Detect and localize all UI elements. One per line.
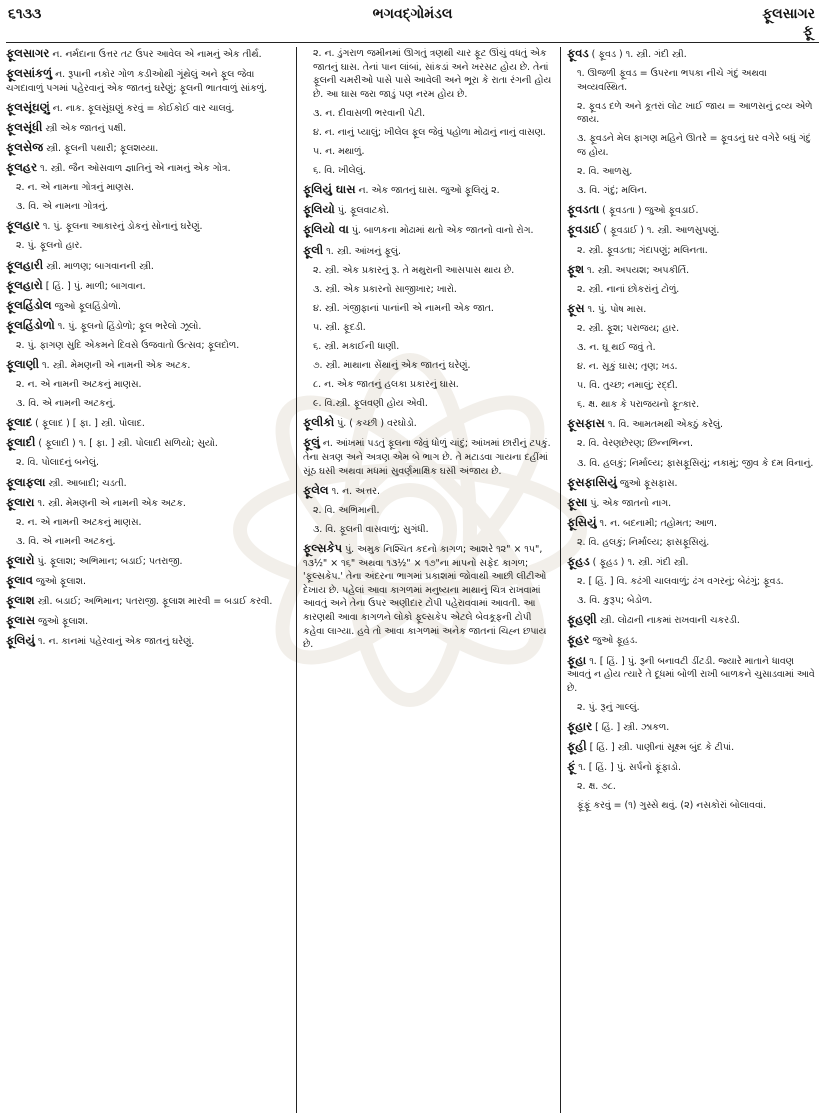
entry-sense: ૨. ન. એ નામની અટકનું માણસ. <box>16 516 142 528</box>
entry-definition: સ્ત્રી. ફૂલની પથારી; ફૂલશય્યા. <box>43 142 159 154</box>
entry-definition: ૧. સ્ત્રી. અપયશ; અપકીર્તિ. <box>584 264 690 276</box>
entry-headword: ફૂલસાગર <box>6 47 50 60</box>
entry-definition: પું. એક જાતનો નાગ. <box>587 497 672 509</box>
dictionary-entry <box>303 203 554 218</box>
entry-definition: ૧. ન. અત્તર. <box>328 485 380 497</box>
entry-headword: ફૂલાફલા <box>6 474 46 489</box>
dictionary-entry <box>303 244 554 259</box>
entry-headword: ફૂહણી <box>567 612 597 627</box>
dictionary-entry <box>567 417 819 432</box>
entry-sense: ૩. વિ. એ નામની અટકનું. <box>16 535 116 547</box>
dictionary-entry <box>6 141 290 156</box>
entry-sense: ૨. ક્ષ. ૭૮. <box>577 781 616 793</box>
entry-sense: ૨. [ હિં. ] વિ. કઢંગી ચાલવાળું; ઢંગ વગરનું; બેઢંગું; ફૂવડ. <box>577 576 784 588</box>
entry-headword: ફૂલાશ <box>6 593 35 608</box>
entry-sense: ૯. વિ.સ્ત્રી. ફૂલવણી હોય એવી. <box>313 398 428 410</box>
entry-definition: [ હિં. ] સ્ત્રી. પાણીનાં સૂક્ષ્મ બુંદ કે ટીપાં. <box>586 741 735 753</box>
entry-definition: સ્ત્રી. બડાઈ; અભિમાન; પતરાજી. ફૂલાશ મારવી = બડાઈ કરવી. <box>34 596 273 608</box>
entry-sense: ૩. વિ. હલકું; નિર્માલ્ય; ફાસફૂસિયું; નકામું; જીવ કે દમ વિનાનું. <box>577 457 814 469</box>
entry-definition: ( ફૂવડતા ) જુઓ ફૂવડાઈ. <box>599 205 699 217</box>
entry-definition: ( ફૂહડ ) ૧. સ્ત્રી. ગંદી સ્ત્રી. <box>589 557 689 569</box>
entry-definition: ન. નાક. ફૂલસૂંઘણું કરવું = કોઈકોઈ વાર ચાલવું. <box>49 102 235 114</box>
dictionary-entry <box>6 554 290 569</box>
entry-headword: ફૂલહારી <box>6 257 44 272</box>
dictionary-entry <box>567 302 819 317</box>
entry-headword: ફૂહી <box>567 738 587 753</box>
entry-sense: ૨. વિ. આળસુ. <box>577 166 633 178</box>
entry-definition: પું. ફૂલાશ; અભિમાન; બડાઈ; પતરાજી. <box>34 555 183 567</box>
dictionary-entry <box>303 436 554 478</box>
entry-headword: ફૂલહાર <box>6 218 40 233</box>
page-title: ભગવદ્ગોમંડલ <box>372 6 453 22</box>
page-header <box>6 4 819 43</box>
dictionary-entry <box>6 299 290 314</box>
dictionary-entry <box>567 203 819 218</box>
entry-definition: સ્ત્રી. લોઢાની નાકમાં રાખવાની ચકરડી. <box>596 615 740 627</box>
entry-sense: ૨. સ્ત્રી. ફૂશ; પરાજય; હાર. <box>577 322 680 334</box>
column-3 <box>561 47 819 1113</box>
entry-definition: ન. રૂપાની નકોર ગોળ કડીઓથી ગૂંથેલું અને ફૂલ જેવા ચગદાવાળું પગમાં પહેરવાનું એક જાતનું ઘરેણું; ફૂલની ભાતવાળું સાંકળું. <box>6 69 268 94</box>
entry-sense: ૨. વિ. અભિમાની. <box>313 504 380 516</box>
entry-headword: ફૂલાવ <box>6 573 33 588</box>
entry-definition: ૧. પું. ફૂલના આકારનું ડોકનું સોનાનું ઘરેણું. <box>39 221 203 233</box>
column-2 <box>296 47 561 1113</box>
entry-sense: ૩. વિ. એ નામની અટકનું. <box>16 398 116 410</box>
dictionary-entry <box>567 476 819 491</box>
entry-sense: ૩. વિ. એ નામના ગોત્રનું. <box>16 201 109 213</box>
dictionary-entry <box>6 101 290 116</box>
dictionary-entry <box>567 654 819 696</box>
entry-sense: ૫. સ્ત્રી. ફૂદડી. <box>313 321 366 333</box>
entry-sense: ૪. ન. સૂકું ઘાસ; તૃણ; ખડ. <box>577 361 678 373</box>
entry-headword: ફૂલસેજ <box>6 139 44 154</box>
entry-headword: ફૂલ્સકેપ <box>303 541 343 556</box>
page-number: ૬૧૩૩ <box>8 6 42 22</box>
entry-headword: ફૂલું <box>303 435 320 450</box>
dictionary-entry <box>567 555 819 570</box>
entry-headword: ફૂલાસ <box>6 613 36 628</box>
entry-sense: ૬. ક્ષ. થાક કે પરાજયનો ફૂત્કાર. <box>577 399 700 411</box>
entry-sense: ફૂંફૂં કરવું = (૧) ગુસ્સે થવું. (૨) નસકોરાં બોલાવવાં. <box>577 800 767 812</box>
dictionary-entry <box>567 223 819 238</box>
dictionary-entry <box>6 121 290 136</box>
entry-headword: ફૂલિયો <box>303 202 335 217</box>
dictionary-entry <box>567 740 819 755</box>
entry-definition: પું. ( કચ્છી ) વરઘોડો. <box>334 418 417 430</box>
dictionary-entry <box>567 263 819 278</box>
dictionary-entry <box>567 633 819 648</box>
entry-definition: ૧. ન. બદનામી; તહોમત; આળ. <box>596 517 717 529</box>
entry-definition: ન. આંખમાં પડતું ફૂલના જેવું ધોળું ચાંદું; આંખમાં છારીનું ટપકું. તેના સત્રણ અને અત્રણ એમ બે ભાગ છે. તે મટાડવા ગાયના દહીંમાં સૂંઠ ઘસી અથવા મધમાં સુવર્ણમાક્ષિક ઘસી અંજાય છે. <box>303 438 551 477</box>
entry-sense: ૩. ન. દીવાસળી ભરવાની પેટી. <box>313 107 426 119</box>
dictionary-entry <box>6 476 290 491</box>
entry-definition: પું. બાળકના મોઢામાં થતો એક જાતનો વાનો રોગ. <box>348 225 534 237</box>
entry-definition: ૧. વિ. આમતમથી એકઠું કરેલું. <box>604 419 724 431</box>
entry-headword: ફૂહર <box>567 632 590 647</box>
entry-definition: ૧. સ્ત્રી. મેમણની એ નામની એક અટક. <box>34 497 186 509</box>
entry-definition: સ્ત્રી એક જાતનું પક્ષી. <box>42 122 127 134</box>
guide-word: ફૂલસાગર <box>762 6 815 22</box>
entry-sense: ૨. પું. ફૂલનો હાર. <box>16 240 83 252</box>
entry-headword: ફૂવડાઈ <box>567 222 601 237</box>
column-1 <box>6 47 296 1113</box>
entry-sense: ૩. ફૂવડને મેલ ફાગણ મહિને ઊતરે = ફૂવડનું ઘર વગેરે બધું ગંદું જ હોય. <box>577 133 811 159</box>
entry-sense: ૨. પું. ફાગણ સુદિ એકમને દિવસે ઉજવાતો ઉત્સવ; ફૂલદોળ. <box>16 339 240 351</box>
entry-sense: ૨. ફૂવડ દળે અને કૂતરાં લોટ ખાઈ જાય = આળસનું દ્રવ્ય એળે જાય. <box>577 100 813 126</box>
dictionary-entry <box>567 720 819 735</box>
entry-sense: ૬. સ્ત્રી. મકાઈની ધાણી. <box>313 341 400 352</box>
entry-headword: ફૂલસૂંધી <box>6 119 43 134</box>
entry-headword: ફૂલી <box>303 242 324 257</box>
entry-definition: ૧. સ્ત્રી. આંખનું ફૂલું. <box>323 245 401 257</box>
entry-headword: ફૂલિયું <box>6 633 35 648</box>
entry-sense: ૨. સ્ત્રી. ફૂવડતા; ગંદાપણું; મલિનતા. <box>577 244 708 256</box>
entry-sense: ૨. ન. ડુંગરાળ જમીનમાં ઊગતું ત્રણથી ચાર ફૂટ ઊંચું વધતું એક જાતનું ઘાસ. તેનાં પાન લાંબાં, સાંકડાં અને ખરસટ હોય છે. તેનાં ફૂલની ચમરીઓ પાસે પાસે આવેલી અને ભૂરા કે રાતા રંગની હોય છે. આ ઘાસ જરા જાડું પણ નરમ હોય છે. <box>313 48 552 100</box>
dictionary-entry <box>6 614 290 629</box>
entry-definition: [ હિં. ] પું. માળી; બાગવાન. <box>42 280 146 292</box>
entry-definition: જુઓ ફૂસફાસ. <box>616 477 678 489</box>
entry-definition: ૧. [ હિં. ] પું. રૂની બનાવટી ડીંટડી. જ્યારે માતાને ધાવણ આવતું ન હોય ત્યારે તે દૂધમાં બોળી રાખી બાળકને ચુસાડવામાં આવે છે. <box>567 655 815 694</box>
entry-sense: ૨. વિ. પોલાદનું બનેલું. <box>16 457 99 469</box>
entry-headword: ફૂલિયું ઘાસ <box>303 182 356 197</box>
dictionary-entry <box>6 47 290 62</box>
entry-headword: ફૂહડ <box>567 554 590 569</box>
entry-sense: ૬. વિ. ખીલેલું. <box>313 165 366 177</box>
entry-headword: ફૂલાદ <box>6 415 33 430</box>
entry-definition: જુઓ ફૂલાશ. <box>35 616 89 628</box>
dictionary-entry <box>567 516 819 531</box>
entry-sense: ૫. વિ. તુચ્છ; નમાલું; રદ્દી. <box>577 380 678 392</box>
dictionary-entry <box>6 574 290 589</box>
entry-sense: ૩. વિ. કુરૂપ; બેડોળ. <box>577 595 653 607</box>
dictionary-entry <box>6 358 290 373</box>
entry-sense: ૩. સ્ત્રી. એક પ્રકારનો સાજીખાર; ખારો. <box>313 283 457 295</box>
entry-definition: ૧. ન. કાનમાં પહેરવાનું એક જાતનું ઘરેણું. <box>34 636 195 648</box>
entry-definition: ૧. પું. પોષ માસ. <box>584 303 647 315</box>
entry-sense: ૭. સ્ત્રી. માથાના સેંથાનું એક જાતનું ઘરેણું. <box>313 360 471 372</box>
dictionary-entry <box>6 219 290 234</box>
dictionary-entry <box>6 634 290 649</box>
entry-definition: જુઓ ફૂલહિંડોળો. <box>51 300 122 312</box>
entry-sense: ૨. સ્ત્રી. નાનાં છોકરાંનું ટોળું. <box>577 283 680 295</box>
entry-definition: સ્ત્રી. આબાદી; ચડતી. <box>45 477 127 489</box>
entry-definition: પું. ફૂલવાટકો. <box>334 205 390 217</box>
entry-sense: ૨. ન. એ નામના ગોત્રનું માણસ. <box>16 182 135 194</box>
entry-sense: ૩. વિ. ફૂલની વાસવાળું; સુગંધી. <box>313 523 429 535</box>
entry-headword: ફૂસફાસિયું <box>567 474 617 489</box>
entry-headword: ફૂલાદી <box>6 435 36 450</box>
dictionary-entry <box>567 496 819 511</box>
entry-sense: ૩. વિ. ગંદું; મલિન. <box>577 185 648 197</box>
entry-headword: ફૂલસૂંઘણું <box>6 99 50 114</box>
entry-definition: ૧. સ્ત્રી. જૈન ઓસવાળ જ્ઞાતિનું એ નામનું એક ગોત્ર. <box>37 163 231 175</box>
entry-definition: ( ફૂવડ ) ૧. સ્ત્રી. ગંદી સ્ત્રી. <box>588 49 687 60</box>
dictionary-entry <box>303 183 554 198</box>
dictionary-entry <box>303 416 554 431</box>
entry-headword: ફૂલસાંકળું <box>6 66 53 81</box>
entry-sense: ૮. ન. એક જાતનું હલકા પ્રકારનું ઘાસ. <box>313 379 459 391</box>
dictionary-entry <box>567 47 819 62</box>
entry-sense: ૪. સ્ત્રી. ગંજીફાનાં પાનાંની એ નામની એક જાત. <box>313 302 494 314</box>
dictionary-entry <box>6 319 290 334</box>
entry-sense: ૫. ન. મથાળું. <box>313 146 365 158</box>
entry-headword: ફૂહાર <box>567 718 593 733</box>
entry-sense: ૨. પું. રૂનું ગાલ્લું. <box>577 701 640 713</box>
dictionary-entry <box>6 416 290 431</box>
entry-definition: ( ફૂલાદી ) ૧. [ ફા. ] સ્ત્રી. પોલાદી સળિયો; સુયો. <box>35 438 218 450</box>
dictionary-entry <box>567 760 819 775</box>
entry-headword: ફૂવડતા <box>567 202 600 217</box>
dictionary-entry <box>6 161 290 176</box>
entry-sense: ૧. ઊજળી ફૂવડ = ઉપરના ભપકા નીચે ગંદું અથવા અવ્યવસ્થિત. <box>577 68 767 93</box>
guide-letter: ફૂ <box>803 23 813 39</box>
dictionary-entry <box>303 484 554 499</box>
entry-headword: ફૂલહર <box>6 160 38 175</box>
entry-sense: ૨. વિ. હલકું; નિર્માલ્ય; ફાસફૂસિયું. <box>577 536 710 548</box>
entry-headword: ફૂસ <box>567 300 585 315</box>
dictionary-entry <box>6 279 290 294</box>
dictionary-entry <box>6 496 290 511</box>
entry-headword: ફૂલાણી <box>6 357 40 371</box>
entry-definition: ૧. પું. ફૂલનો હિંડોળો; ફૂલ ભરેલો ઝૂલો. <box>54 320 202 332</box>
dictionary-columns <box>6 47 819 1113</box>
dictionary-entry <box>303 223 554 238</box>
entry-headword: ફૂસા <box>567 494 588 509</box>
entry-sense: ૩. ન. ઘૂ થઈ જવું તે. <box>577 342 656 353</box>
dictionary-entry <box>567 613 819 628</box>
entry-headword: ફૂલહારો <box>6 277 43 292</box>
entry-headword: ફૂહા <box>567 652 587 667</box>
entry-definition: ૧. સ્ત્રી. મેમણની એ નામની એક અટક. <box>39 360 191 371</box>
entry-definition: જુઓ ફૂલાશ. <box>32 576 86 588</box>
entry-headword: ફૂલારા <box>6 494 35 509</box>
entry-definition: ન. નર્મદાના ઉત્તર તટ ઉપર આવેલ એ નામનું એક તીર્થ. <box>49 49 262 60</box>
entry-sense: ૨. સ્ત્રી. એક પ્રકારનું રૂ. તે મથુરાની આસપાસ થાય છે. <box>313 264 515 276</box>
entry-headword: ફૂં <box>567 759 576 774</box>
entry-headword: ફૂવડ <box>567 47 589 60</box>
entry-definition: ( ફૂવડાઈ ) ૧. સ્ત્રી. આળસુપણું. <box>600 225 720 237</box>
entry-definition: જુઓ ફૂહડ. <box>589 635 638 647</box>
entry-definition: ( ફૂલાદ ) [ ફા. ] સ્ત્રી. પોલાદ. <box>32 418 145 430</box>
entry-headword: ફૂલારો <box>6 552 35 567</box>
entry-definition: ૧. [ હિં. ] પું. સર્પનો ફૂંફાડો. <box>575 762 681 774</box>
entry-definition: પું. અમુક નિશ્ચિત કદનો કાગળ; આશરે ૧૨" × ૧૫", ૧૩½" × ૧૬" અથવા ૧૩½" × ૧૭"ના માપનો સફેદ કાગળ; 'ફૂલ્સકેપ.' તેના અંદરના ભાગમાં પ્રકાશમાં જોવાથી આછી લીટીઓ દેખાય છે. પહેલાં આવા કાગળમાં મનુષ્યના માથાનું ચિત્ર રાખવામાં આવતું અને તેના ઉપર અણીદાર ટોપી પહેરાવવામાં આવતી. આ કારણથી આવા કાગળને લોકો ફૂલ્સકેપ એટલે બેવકૂફની ટોપી કહેવા લાગ્યા. હવે તો આવા કાગળમાં અનેક જાતનાં ચિહ્ન છપાય છે. <box>303 544 547 651</box>
entry-definition: ન. એક જાતનું ઘાસ. જુઓ ફૂલિયું ૨. <box>355 185 500 197</box>
entry-headword: ફૂલહિંડોળો <box>6 317 55 332</box>
entry-sense: ૨. ન. એ નામની અટકનું માણસ. <box>16 379 142 391</box>
entry-headword: ફૂલિયો વા <box>303 222 349 237</box>
entry-definition: [ હિં. ] સ્ત્રી. ઝાકળ. <box>592 721 670 733</box>
entry-sense: ૨. વિ. વેરણછેરણ; છિન્નભિન્ન. <box>577 438 693 450</box>
entry-headword: ફૂલેલ <box>303 482 329 497</box>
entry-headword: ફૂસફાસ <box>567 416 605 431</box>
dictionary-entry <box>6 67 290 95</box>
entry-headword: ફૂલહિંડોલ <box>6 297 52 312</box>
entry-sense: ૪. ન. નાનું પ્યાલું; ખીલેલ ફૂલ જેવું પહોળા મોઢાનું નાનું વાસણ. <box>313 126 546 138</box>
dictionary-entry <box>6 259 290 274</box>
entry-headword: ફૂશ <box>567 261 585 276</box>
entry-headword: ફૂસિયું <box>567 514 597 529</box>
entry-definition: સ્ત્રી. માળણ; બાગવાનની સ્ત્રી. <box>43 260 154 272</box>
dictionary-entry <box>6 594 290 609</box>
dictionary-entry <box>303 542 554 652</box>
dictionary-entry <box>6 436 290 451</box>
entry-headword: ફૂલીકો <box>303 415 335 430</box>
